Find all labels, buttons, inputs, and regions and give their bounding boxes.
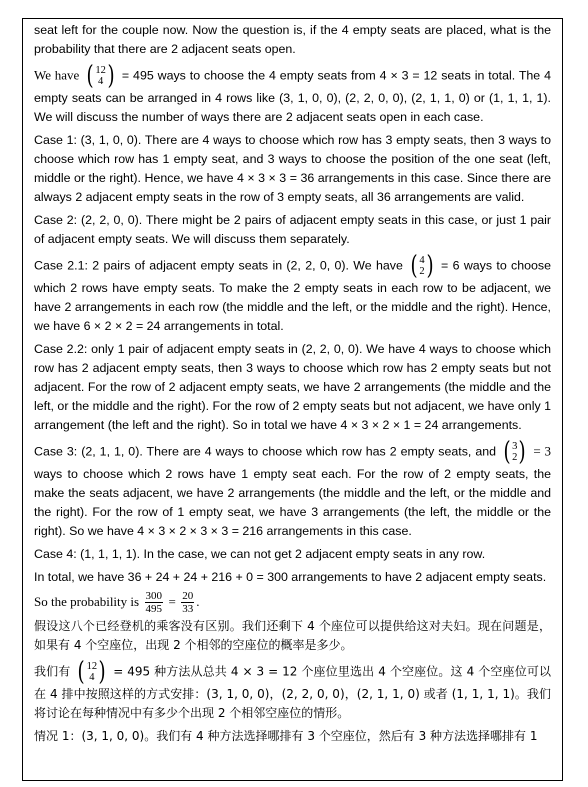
binomial-3-2-value: = 3 bbox=[529, 443, 551, 459]
binomial-12-4: ( 12 4 ) bbox=[86, 61, 115, 91]
binomial-12-4-cn: ( 12 4 ) bbox=[77, 657, 106, 687]
fraction-denominator: 33 bbox=[182, 603, 194, 616]
paragraph-case-2-2: Case 2.2: only 1 pair of adjacent empty seats in (2, 2, 0, 0). We have 4 ways to choose which row has 2 adjacent empty seats, then 3 ways to choose which row has 2 empty seats but not adjacent. For the row of 2 adjacent empty seats, we have 2 arrangements (the middle and the left, or the middle and the right). For the row of 2 empty seats but not adjacent, we have only 1 arrangement (the left and the right). So in total we have 4 × 3 × 2 × 1 = 24 arrangements. bbox=[34, 342, 551, 432]
paragraph-case-2: Case 2: (2, 2, 0, 0). There might be 2 pairs of adjacent empty seats in this case, or just 1 pair of adjacent empty seats. We will discuss them separately. bbox=[34, 213, 551, 246]
case-3-text: ways to choose which 2 rows have 1 empty seat each. For the row of 2 empty seats, the make the seats adjacent, we have 2 arrangements (the middle and the left, or the middle and the right). For the row of 1 empty seat, we have 3 arrangements (the left, the middle or the right). So we have 4 × 3 × 2 × 3 × 3 = 216 arrangements in this case. bbox=[34, 467, 551, 538]
fraction-denominator: 495 bbox=[145, 603, 163, 616]
chinese-we-have: 我们有 bbox=[34, 664, 71, 679]
binomial-bottom: 4 bbox=[89, 672, 95, 683]
equals-sign: = bbox=[168, 594, 176, 609]
fraction-numerator: 300 bbox=[145, 590, 163, 603]
choose-seats-text: = 495 ways to choose the 4 empty seats from 4 × 3 = 12 seats in total. The 4 empty seats can be arranged in 4 rows like (3, 1, 0, 0), (2, 2, 0, 0), (2, 1, 1, 0) or (1, 1, 1, 1). We will discuss the number of ways there are 2 adjacent seats open in each case. bbox=[34, 68, 551, 124]
case-2-1-text: = 6 ways to choose which 2 rows have empty seats. To make the 2 empty seats in each row to be adjacent, we have 2 arrangements in each row (the middle and the left, or the middle and the right). Hence, we have 6 × 2 × 2 = 24 arrangements in total. bbox=[34, 258, 551, 333]
paragraph-chinese-case-1: 情况 1：(3, 1, 0, 0)。我们有 4 种方法选择哪排有 3 个空座位，然后有 3 种方法选择哪排有 1 bbox=[34, 729, 538, 743]
period: . bbox=[196, 594, 200, 609]
case-2-1-intro: Case 2.1: 2 pairs of adjacent empty seats in (2, 2, 0, 0). We have bbox=[34, 258, 403, 273]
fraction-300-495 bbox=[145, 590, 164, 615]
binomial-top: 12 bbox=[86, 661, 98, 672]
paragraph-probability bbox=[34, 587, 551, 617]
paragraph-total: In total, we have 36 + 24 + 24 + 216 + 0 = 300 arrangements to have 2 adjacent empty seats. bbox=[34, 570, 547, 584]
binomial-top: 12 bbox=[95, 65, 106, 76]
paragraph-intro: seat left for the couple now. Now the question is, if the 4 empty seats are placed, what is the probability that there are 2 adjacent seats open. bbox=[34, 23, 551, 56]
binomial-top: 4 bbox=[419, 255, 425, 266]
binomial-4-2: ( 4 2 ) bbox=[410, 251, 434, 281]
paragraph-case-1: Case 1: (3, 1, 0, 0). There are 4 ways to choose which row has 3 empty seats, then 3 ways to choose which row has 1 empty seat, and 3 ways to choose the position of the one seat (left, middle or the right). Hence, we have 4 × 3 × 3 = 36 arrangements in this case. Since there are always 2 adjacent empty seats in the row of 3 empty seats, all 36 arrangements are valid. bbox=[34, 133, 551, 204]
paragraph-chinese-choose bbox=[34, 659, 551, 723]
probability-label: So the probability is bbox=[34, 594, 140, 609]
paragraph-case-3 bbox=[34, 439, 551, 541]
paragraph-chinese-intro: 假设这八个已经登机的乘客没有区别。我们还剩下 4 个座位可以提供给这对夫妇。现在问题是，如果有 4 个空座位，出现 2 个相邻的空座位的概率是多少。 bbox=[34, 619, 551, 652]
binomial-3-2: ( 3 2 ) bbox=[503, 437, 527, 467]
paragraph-case-4: Case 4: (1, 1, 1, 1). In the case, we can not get 2 adjacent empty seats in any row. bbox=[34, 547, 486, 561]
case-3-intro: Case 3: (2, 1, 1, 0). There are 4 ways to choose which row has 2 empty seats, and bbox=[34, 444, 497, 459]
we-have-label: We have bbox=[34, 67, 80, 83]
chinese-choose-text: = 495 种方法从总共 4 × 3 = 12 个座位里选出 4 个空座位。这 4 个空座位可以在 4 排中按照这样的方式安排：(3, 1, 0, 0)，(2, 2, 0, 0)，(2, 1, 1, 0) 或者 (1, 1, 1, 1)。我们将讨论在每种情况中有多少个出现 2 个相邻空座位的情形。 bbox=[34, 664, 551, 720]
binomial-bottom: 2 bbox=[512, 452, 518, 463]
document-page bbox=[22, 18, 563, 781]
fraction-20-33 bbox=[181, 590, 194, 615]
binomial-bottom: 4 bbox=[97, 76, 104, 87]
binomial-bottom: 2 bbox=[419, 266, 425, 277]
fraction-numerator: 20 bbox=[182, 590, 194, 603]
paragraph-choose-seats bbox=[34, 63, 551, 127]
binomial-top: 3 bbox=[512, 441, 518, 452]
paragraph-case-2-1 bbox=[34, 253, 551, 336]
